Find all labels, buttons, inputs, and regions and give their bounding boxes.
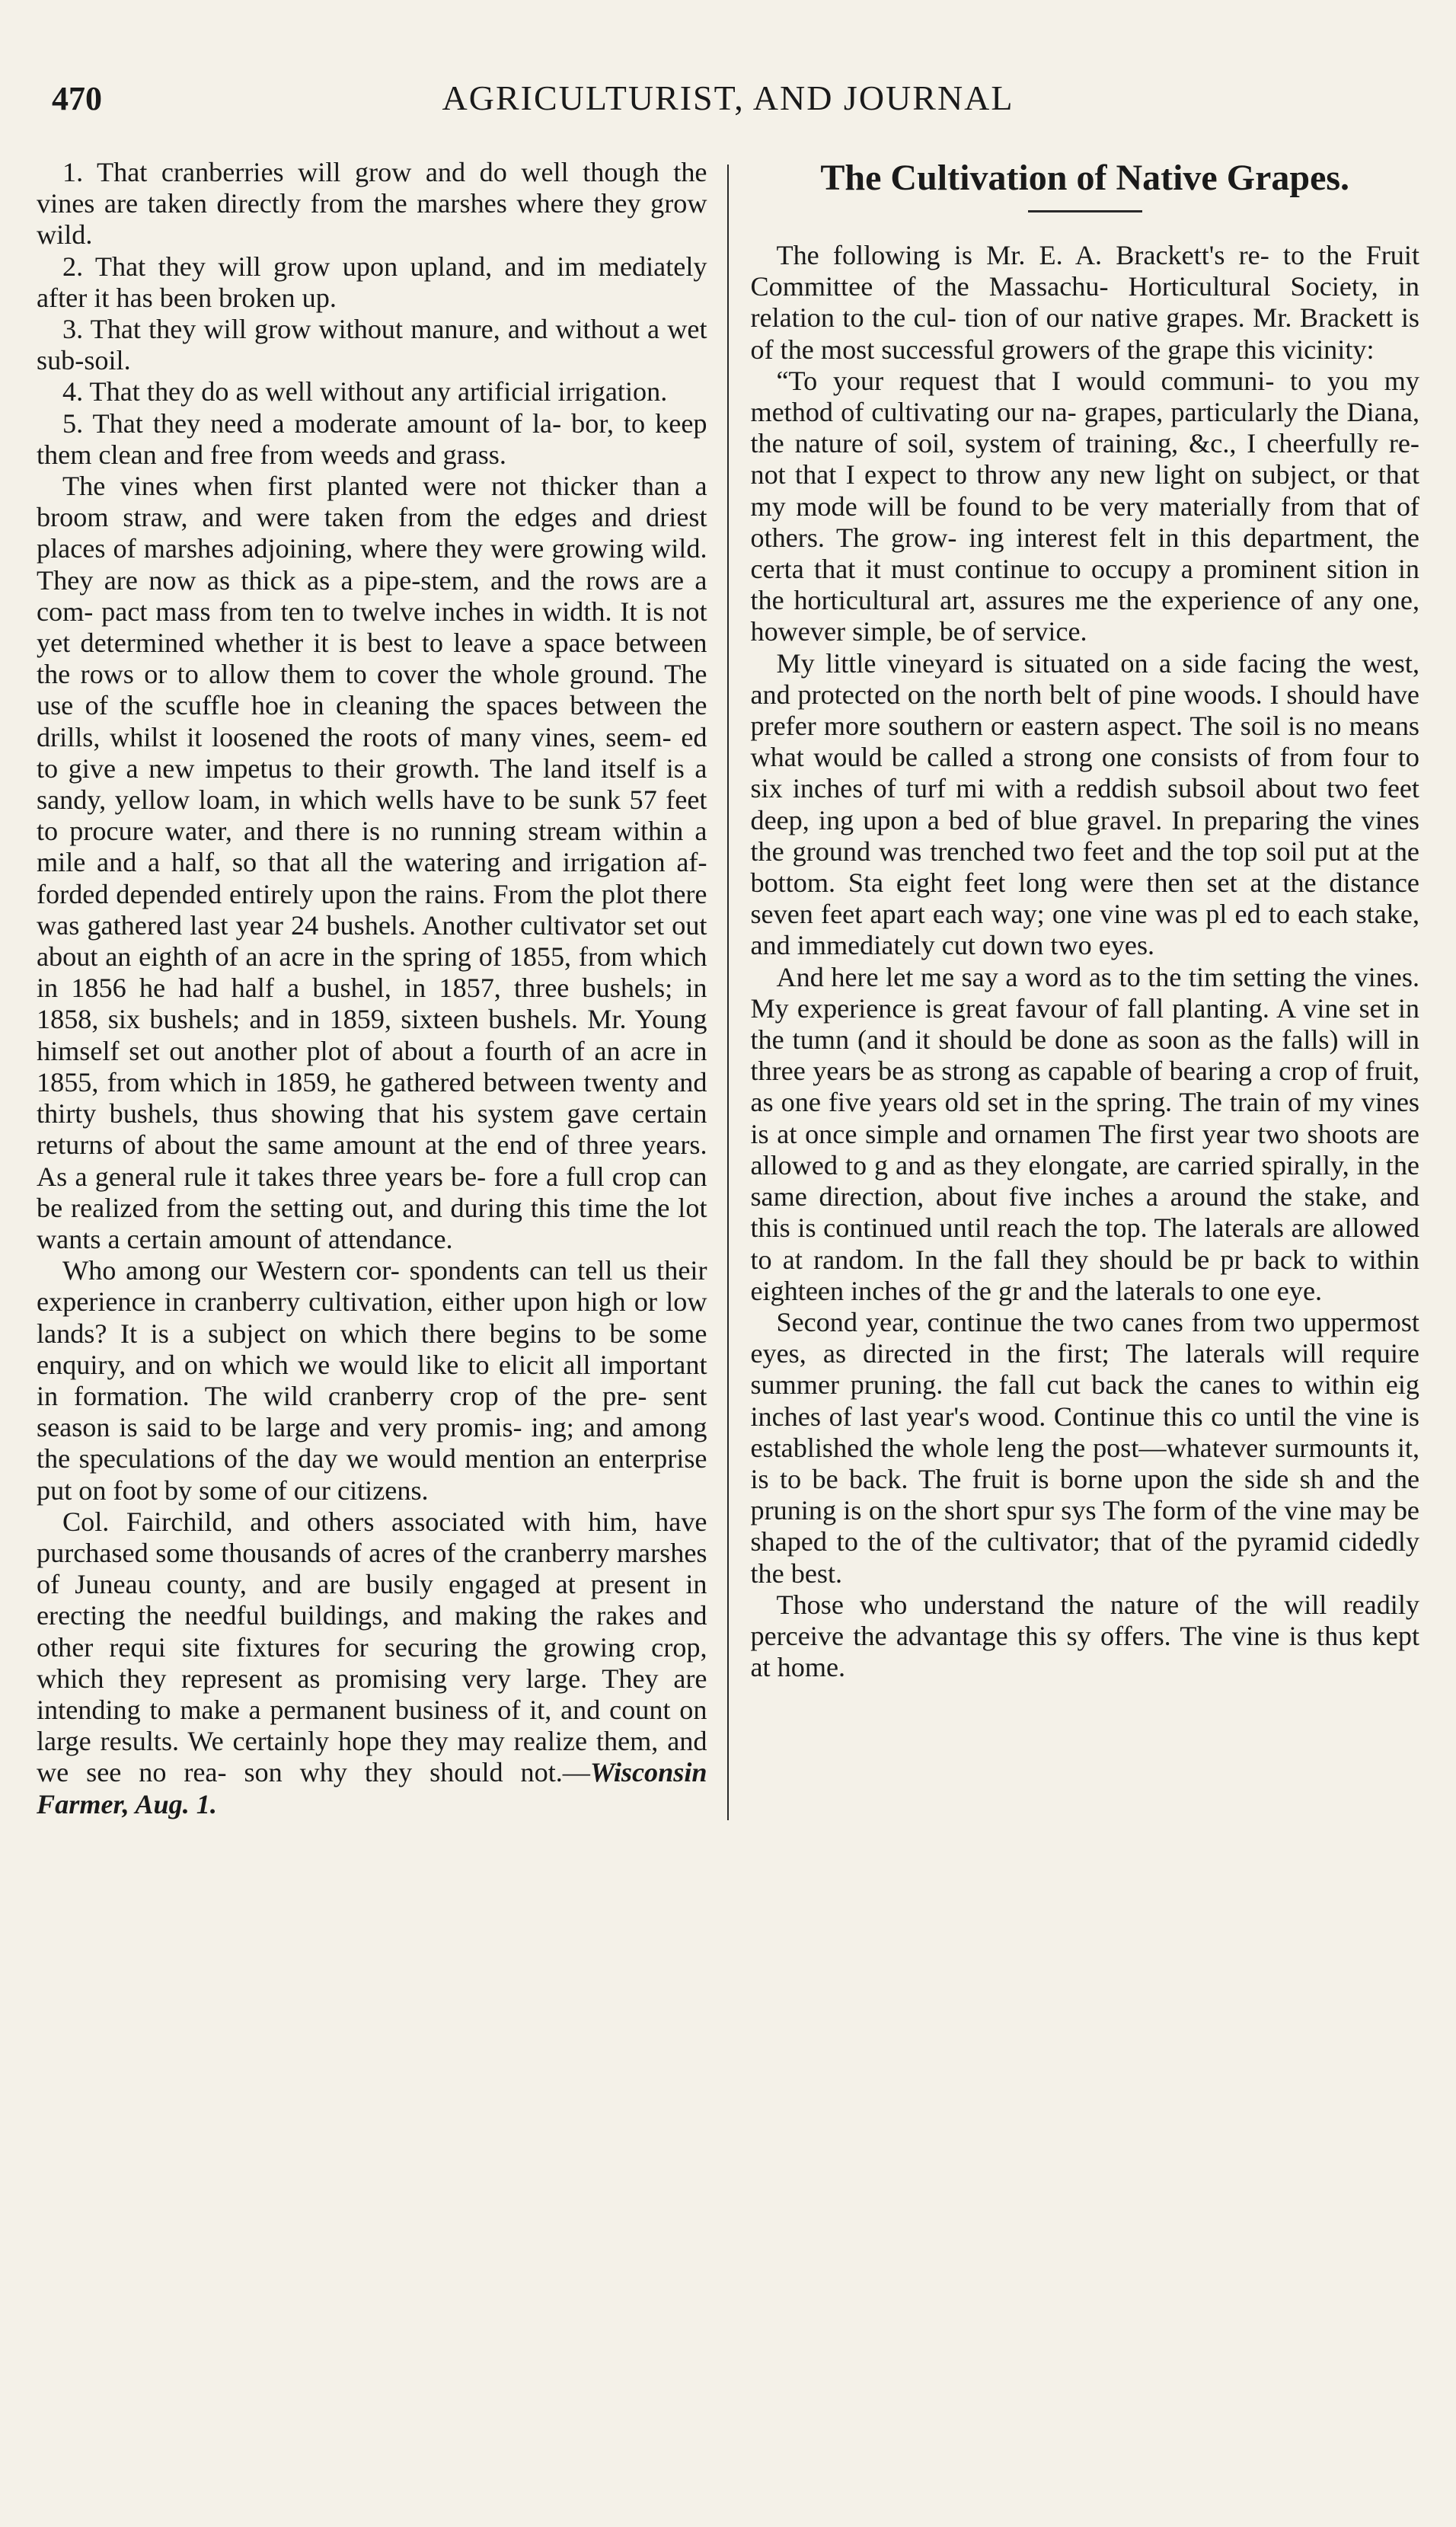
article-columns	[37, 157, 1419, 1820]
body-paragraph: “To your request that I would communi- to you my method of cultivating our na- grapes, particularly the Diana, the nature of soil, system of training, &c., I cheerfully re- not that I expect to throw any new light on subject, or that my mode will be found to be very materially from that of others. The grow- ing interest felt in this department, the certa that it must continue to occupy a prominent sition in the horticultural art, assures me the experience of any one, however simple, be of service.	[750, 365, 1419, 647]
title-rule	[1028, 210, 1142, 212]
left-column	[37, 157, 727, 1820]
body-paragraph: Who among our Western cor- spondents can tell us their experience in cranberry cultivation, either upon high or low lands? It is a subject on which there begins to be some enquiry, and on which we would like to elicit all important in formation. The wild cranberry crop of the pre- sent season is said to be large and very promis- ing; and among the speculations of the day we would mention an enterprise put on foot by some of our citizens.	[37, 1255, 707, 1506]
list-item: 4. That they do as well without any artificial irrigation.	[62, 376, 668, 407]
body-paragraph: The vines when first planted were not thicker than a broom straw, and were taken from the edges and driest places of marshes adjoining, where they were growing wild. They are now as thick as a pipe-stem, and the rows are a com- pact mass from ten to twelve inches in width. It is not yet determined whether it is best to leave a space between the rows or to allow them to cover the whole ground. The use of the scuffle hoe in cleaning the spaces between the drills, whilst it loosened the roots of many vines, seem- ed to give a new impetus to their growth. The land itself is a sandy, yellow loam, in which wells have to be sunk 57 feet to procure water, and there is no running stream within a mile and a half, so that all the watering and irrigation af- forded depended entirely upon the rains. From the plot there was gathered last year 24 bushels. Another cultivator set out about an eighth of an acre in the spring of 1855, from which in 1856 he had half a bushel, in 1857, three bushels; in 1858, six bushels; and in 1859, sixteen bushels. Mr. Young himself set out another plot of about a fourth of an acre in 1855, from which in 1859, he gathered between twenty and thirty bushels, thus showing that his system gave certain returns of about the same amount at the end of three years. As a general rule it takes three years be- fore a full crop can be realized from the setting out, and during this time the lot wants a certain amount of attendance.	[37, 471, 707, 1254]
paragraph-text: Col. Fairchild, and others associated with him, have purchased some thousands of acres of the cranberry marshes of Juneau county, and are busily engaged at present in erecting the needful buildings, and making the rakes and other requi site fixtures for securing the growing crop, which they represent as promising very large. They are intending to make a permanent business of it, and count on large results. We certainly hope they may realize them, and we see no rea- son why they should not.—	[37, 1506, 707, 1788]
source-signature: Wisconsin Farmer, Aug. 1.	[37, 1757, 707, 1819]
running-head	[37, 73, 1419, 133]
body-paragraph: My little vineyard is situated on a side facing the west, and protected on the north belt of pine woods. I should have prefer more southern or eastern aspect. The soil is no means what would be called a strong one consists of from four to six inches of turf mi with a reddish subsoil about two feet deep, ing upon a bed of blue gravel. In preparing the vines the ground was trenched two feet and the top soil put at the bottom. Sta eight feet long were then set at the distance seven feet apart each way; one vine was pl ed to each stake, and immediately cut down two eyes.	[750, 647, 1419, 961]
body-paragraph	[37, 1506, 707, 1820]
page-number: 470	[52, 80, 102, 117]
list-item: 1. That cranberries will grow and do well though the vines are taken directly from the marshes where they grow wild.	[37, 157, 707, 251]
right-column	[729, 157, 1419, 1820]
body-paragraph: Those who understand the nature of the will readily perceive the advantage this sy offers. The vine is thus kept at home.	[750, 1589, 1419, 1683]
list-item: 5. That they need a moderate amount of la- bor, to keep them clean and free from weeds and grass.	[37, 407, 707, 470]
body-paragraph: And here let me say a word as to the tim setting the vines. My experience is great favour of fall planting. A vine set in the tumn (and it should be done as soon as the falls) will in three years be as strong as capable of bearing a crop of fruit, as one five years old set in the spring. The train of my vines is at once simple and ornamen The first year two shoots are allowed to g and as they elongate, are carried spirally, in the same direction, about five inches a around the stake, and this is continued until reach the top. The laterals are allowed to at random. In the fall they should be pr back to within eighteen inches of the gr and the laterals to one eye.	[750, 961, 1419, 1306]
journal-title: AGRICULTURIST, AND JOURNAL	[442, 78, 1014, 117]
list-item: 2. That they will grow upon upland, and im mediately after it has been broken up.	[37, 251, 707, 313]
list-item: 3. That they will grow without manure, and without a wet sub-soil.	[37, 314, 707, 376]
intro-paragraph: The following is Mr. E. A. Brackett's re- to the Fruit Committee of the Massachu- Horticultural Society, in relation to the cul- tion of our native grapes. Mr. Brackett is of the most successful growers of the grape this vicinity:	[750, 240, 1419, 365]
article-title: The Cultivation of Native Grapes.	[820, 158, 1350, 198]
body-paragraph: Second year, continue the two canes from two uppermost eyes, as directed in the first; The laterals will require summer pruning. the fall cut back the canes to within eig inches of last year's wood. Continue this co until the vine is established the whole leng the post—whatever surmounts it, is to be back. The fruit is borne upon the side sh and the pruning is on the short spur sys The form of the vine may be shaped to the of the cultivator; that of the pyramid cidedly the best.	[750, 1306, 1419, 1589]
